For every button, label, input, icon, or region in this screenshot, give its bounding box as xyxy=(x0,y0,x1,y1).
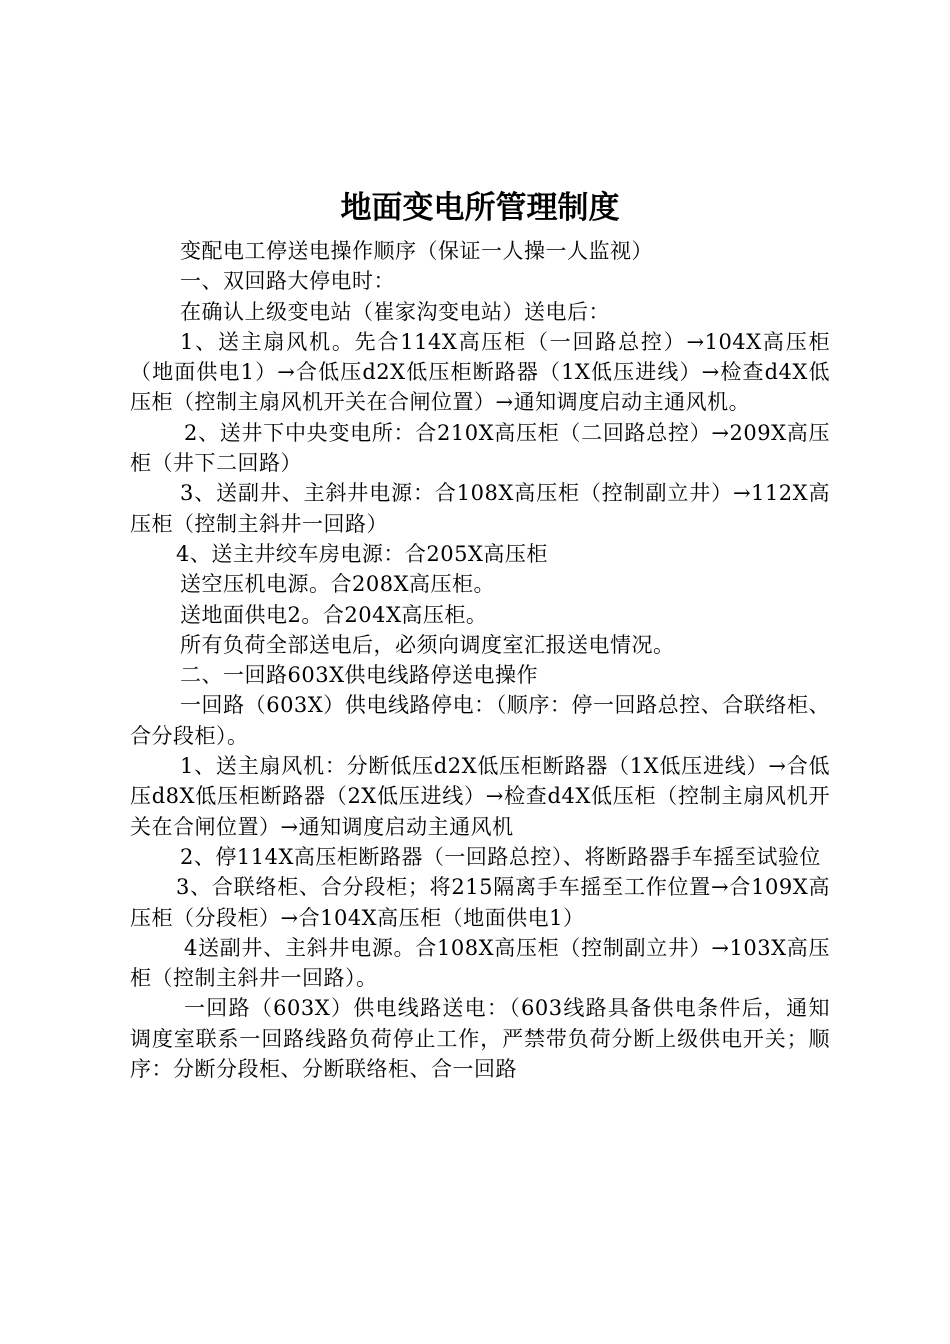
paragraph: 一、双回路大停电时： xyxy=(180,269,395,294)
paragraph: 所有负荷全部送电后，必须向调度室汇报送电情况。 xyxy=(180,632,675,657)
paragraph: 1、送主扇风机。先合114X高压柜（一回路总控）→104X高压柜（地面供电1）→合低压d2X低压柜断路器（1X低压进线）→检查d4X低压柜（控制主扇风机开关在合闸位置）→通知调度启动主通风机。 xyxy=(130,329,830,415)
paragraph: 4、送主井绞车房电源：合205X高压柜 xyxy=(176,541,548,566)
document-body xyxy=(130,236,830,1084)
paragraph: 送空压机电源。合208X高压柜。 xyxy=(180,572,496,597)
paragraph: 2、送井下中央变电所：合210X高压柜（二回路总控）→209X高压柜（井下二回路） xyxy=(130,420,830,476)
paragraph: 一回路（603X）供电线路停电：（顺序：停一回路总控、合联络柜、合分段柜）。 xyxy=(130,693,830,748)
paragraph: 1、送主扇风机：分断低压d2X低压柜断路器（1X低压进线）→合低压d8X低压柜断路器（2X低压进线）→检查d4X低压柜（控制主扇风机开关在合闸位置）→通知调度启动主通风机 xyxy=(130,754,830,839)
paragraph: 2、停114X高压柜断路器（一回路总控）、将断路器手车摇至试验位 xyxy=(180,844,821,869)
paragraph: 4送副井、主斜井电源。合108X高压柜（控制副立井）→103X高压柜（控制主斜井一回路）。 xyxy=(130,935,830,991)
paragraph: 3、合联络柜、合分段柜；将215隔离手车摇至工作位置→合109X高压柜（分段柜）→合104X高压柜（地面供电1） xyxy=(130,875,830,930)
paragraph: 在确认上级变电站（崔家沟变电站）送电后： xyxy=(180,299,610,324)
paragraph: 变配电工停送电操作顺序（保证一人操一人监视） xyxy=(180,239,653,263)
paragraph: 3、送副井、主斜井电源：合108X高压柜（控制副立井）→112X高压柜（控制主斜井一回路） xyxy=(130,481,830,536)
document-title: 地面变电所管理制度 xyxy=(340,190,620,226)
paragraph: 一回路（603X）供电线路送电：（603线路具备供电条件后，通知调度室联系一回路线路负荷停止工作，严禁带负荷分断上级供电开关；顺序：分断分段柜、分断联络柜、合一回路 xyxy=(130,996,830,1082)
paragraph: 送地面供电2。合204X高压柜。 xyxy=(180,602,488,627)
paragraph: 二、一回路603X供电线路停送电操作 xyxy=(180,663,539,688)
